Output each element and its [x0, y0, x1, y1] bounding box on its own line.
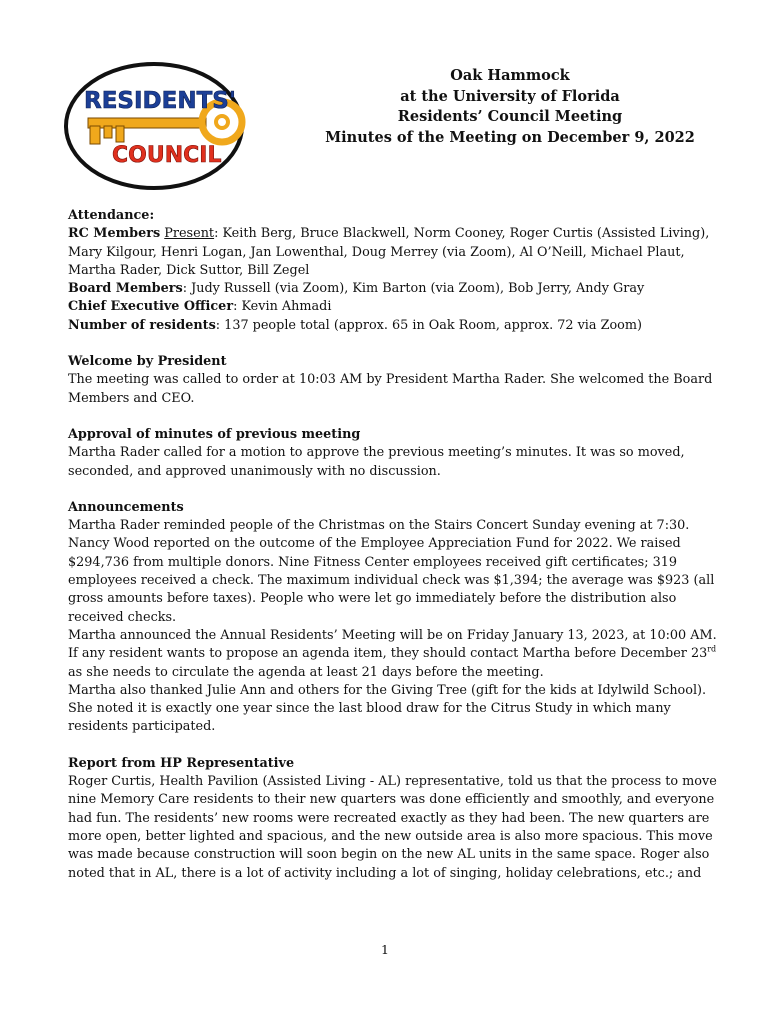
announcement-paragraph-1: Martha Rader reminded people of the Christmas on the Stairs Concert Sunday evening at 7:30.: [68, 518, 690, 534]
residents-count-label: Number of residents: [68, 317, 216, 333]
ceo-paragraph: [68, 298, 718, 316]
title-line-4: Minutes of the Meeting on December 9, 2022: [325, 128, 695, 146]
announcement-paragraph-2: Nancy Wood reported on the outcome of the Employee Appreciation Fund for 2022. We raised $294,736 from multiple donors. Nine Fitness Center employees received gift certificates; 319 employees received a check. The maximum individual check was $1,394; the average was $923 (all gross amounts before taxes). People who were let go immediately before the distribution also received checks.: [68, 536, 715, 625]
residents-council-logo: [62, 58, 252, 198]
welcome-text: The meeting was called to order at 10:03 AM by President Martha Rader. She welcomed the Board Members and CEO.: [68, 372, 713, 406]
ceo-label: Chief Executive Officer: [68, 299, 234, 315]
hp-report-section: [68, 755, 718, 883]
welcome-heading: Welcome by President: [68, 354, 227, 370]
approval-section: [68, 426, 718, 481]
rc-members-list: : Keith Berg, Bruce Blackwell, Norm Cooney, Roger Curtis (Assisted Living), Mary Kilgour, Henri Logan, Jan Lowenthal, Doug Merrey (via Zoom), Al O’Neill, Michael Plaut, Martha Rader, Dick Suttor, Bill Zegel: [68, 226, 710, 278]
rc-members-paragraph: [68, 225, 718, 280]
approval-text: Martha Rader called for a motion to approve the previous meeting’s minutes. It was so moved, seconded, and approved unanimously with no discussion.: [68, 445, 685, 479]
attendance-section: [68, 207, 718, 335]
announcements-heading: Announcements: [68, 499, 184, 515]
residents-count-text: : 137 people total (approx. 65 in Oak Room, approx. 72 via Zoom): [215, 317, 643, 333]
logo-text-residents: RESIDENTS': [84, 88, 236, 114]
title-line-2: at the University of Florida: [400, 87, 620, 105]
announcement-paragraph-3: [68, 627, 718, 682]
ordinal-suffix: rd: [707, 644, 717, 654]
announcements-section: [68, 499, 718, 737]
document-body: [68, 207, 718, 883]
announcement-3-text-start: Martha announced the Annual Residents’ Meeting will be on Friday January 13, 2023, at 10:00 AM. If any resident wants to propose an agenda item, they should contact Martha before December 23: [68, 627, 717, 662]
rc-members-label: RC Members: [68, 226, 161, 242]
title-line-1: Oak Hammock: [450, 67, 570, 84]
present-label: Present: [164, 226, 215, 242]
announcement-3-text-end: as she needs to circulate the agenda at least 21 days before the meeting.: [68, 664, 544, 680]
board-members-list: : Judy Russell (via Zoom), Kim Barton (via Zoom), Bob Jerry, Andy Gray: [182, 281, 645, 297]
hp-report-heading: Report from HP Representative: [68, 755, 295, 771]
document-title-block: [300, 66, 720, 148]
board-members-label: Board Members: [68, 281, 183, 297]
title-line-3: Residents’ Council Meeting: [397, 108, 623, 125]
board-members-paragraph: [68, 280, 718, 298]
page-number: 1: [381, 942, 389, 957]
welcome-section: [68, 353, 718, 408]
approval-heading: Approval of minutes of previous meeting: [68, 426, 361, 442]
logo-text-council: COUNCIL: [112, 143, 222, 168]
ceo-name: : Kevin Ahmadi: [233, 299, 332, 315]
residents-count-paragraph: [68, 317, 718, 335]
hp-report-text: Roger Curtis, Health Pavilion (Assisted Living - AL) representative, told us that the process to move nine Memory Care residents to their new quarters was done efficiently and smoothly, and everyone had fun. The residents’ new rooms were recreated exactly as they had been. The new quarters are more open, better lighted and spacious, and the new outside area is also more spacious. This move was made because construction will soon begin on the new AL units in the same space. Roger also noted that in AL, there is a lot of activity including a lot of singing, holiday celebrations, etc.; and: [68, 774, 717, 881]
announcement-paragraph-4: Martha also thanked Julie Ann and others for the Giving Tree (gift for the kids at Idylwild School). She noted it is exactly one year since the last blood draw for the Citrus Study in which many residents participated.: [68, 682, 707, 735]
attendance-heading: Attendance:: [68, 208, 155, 223]
